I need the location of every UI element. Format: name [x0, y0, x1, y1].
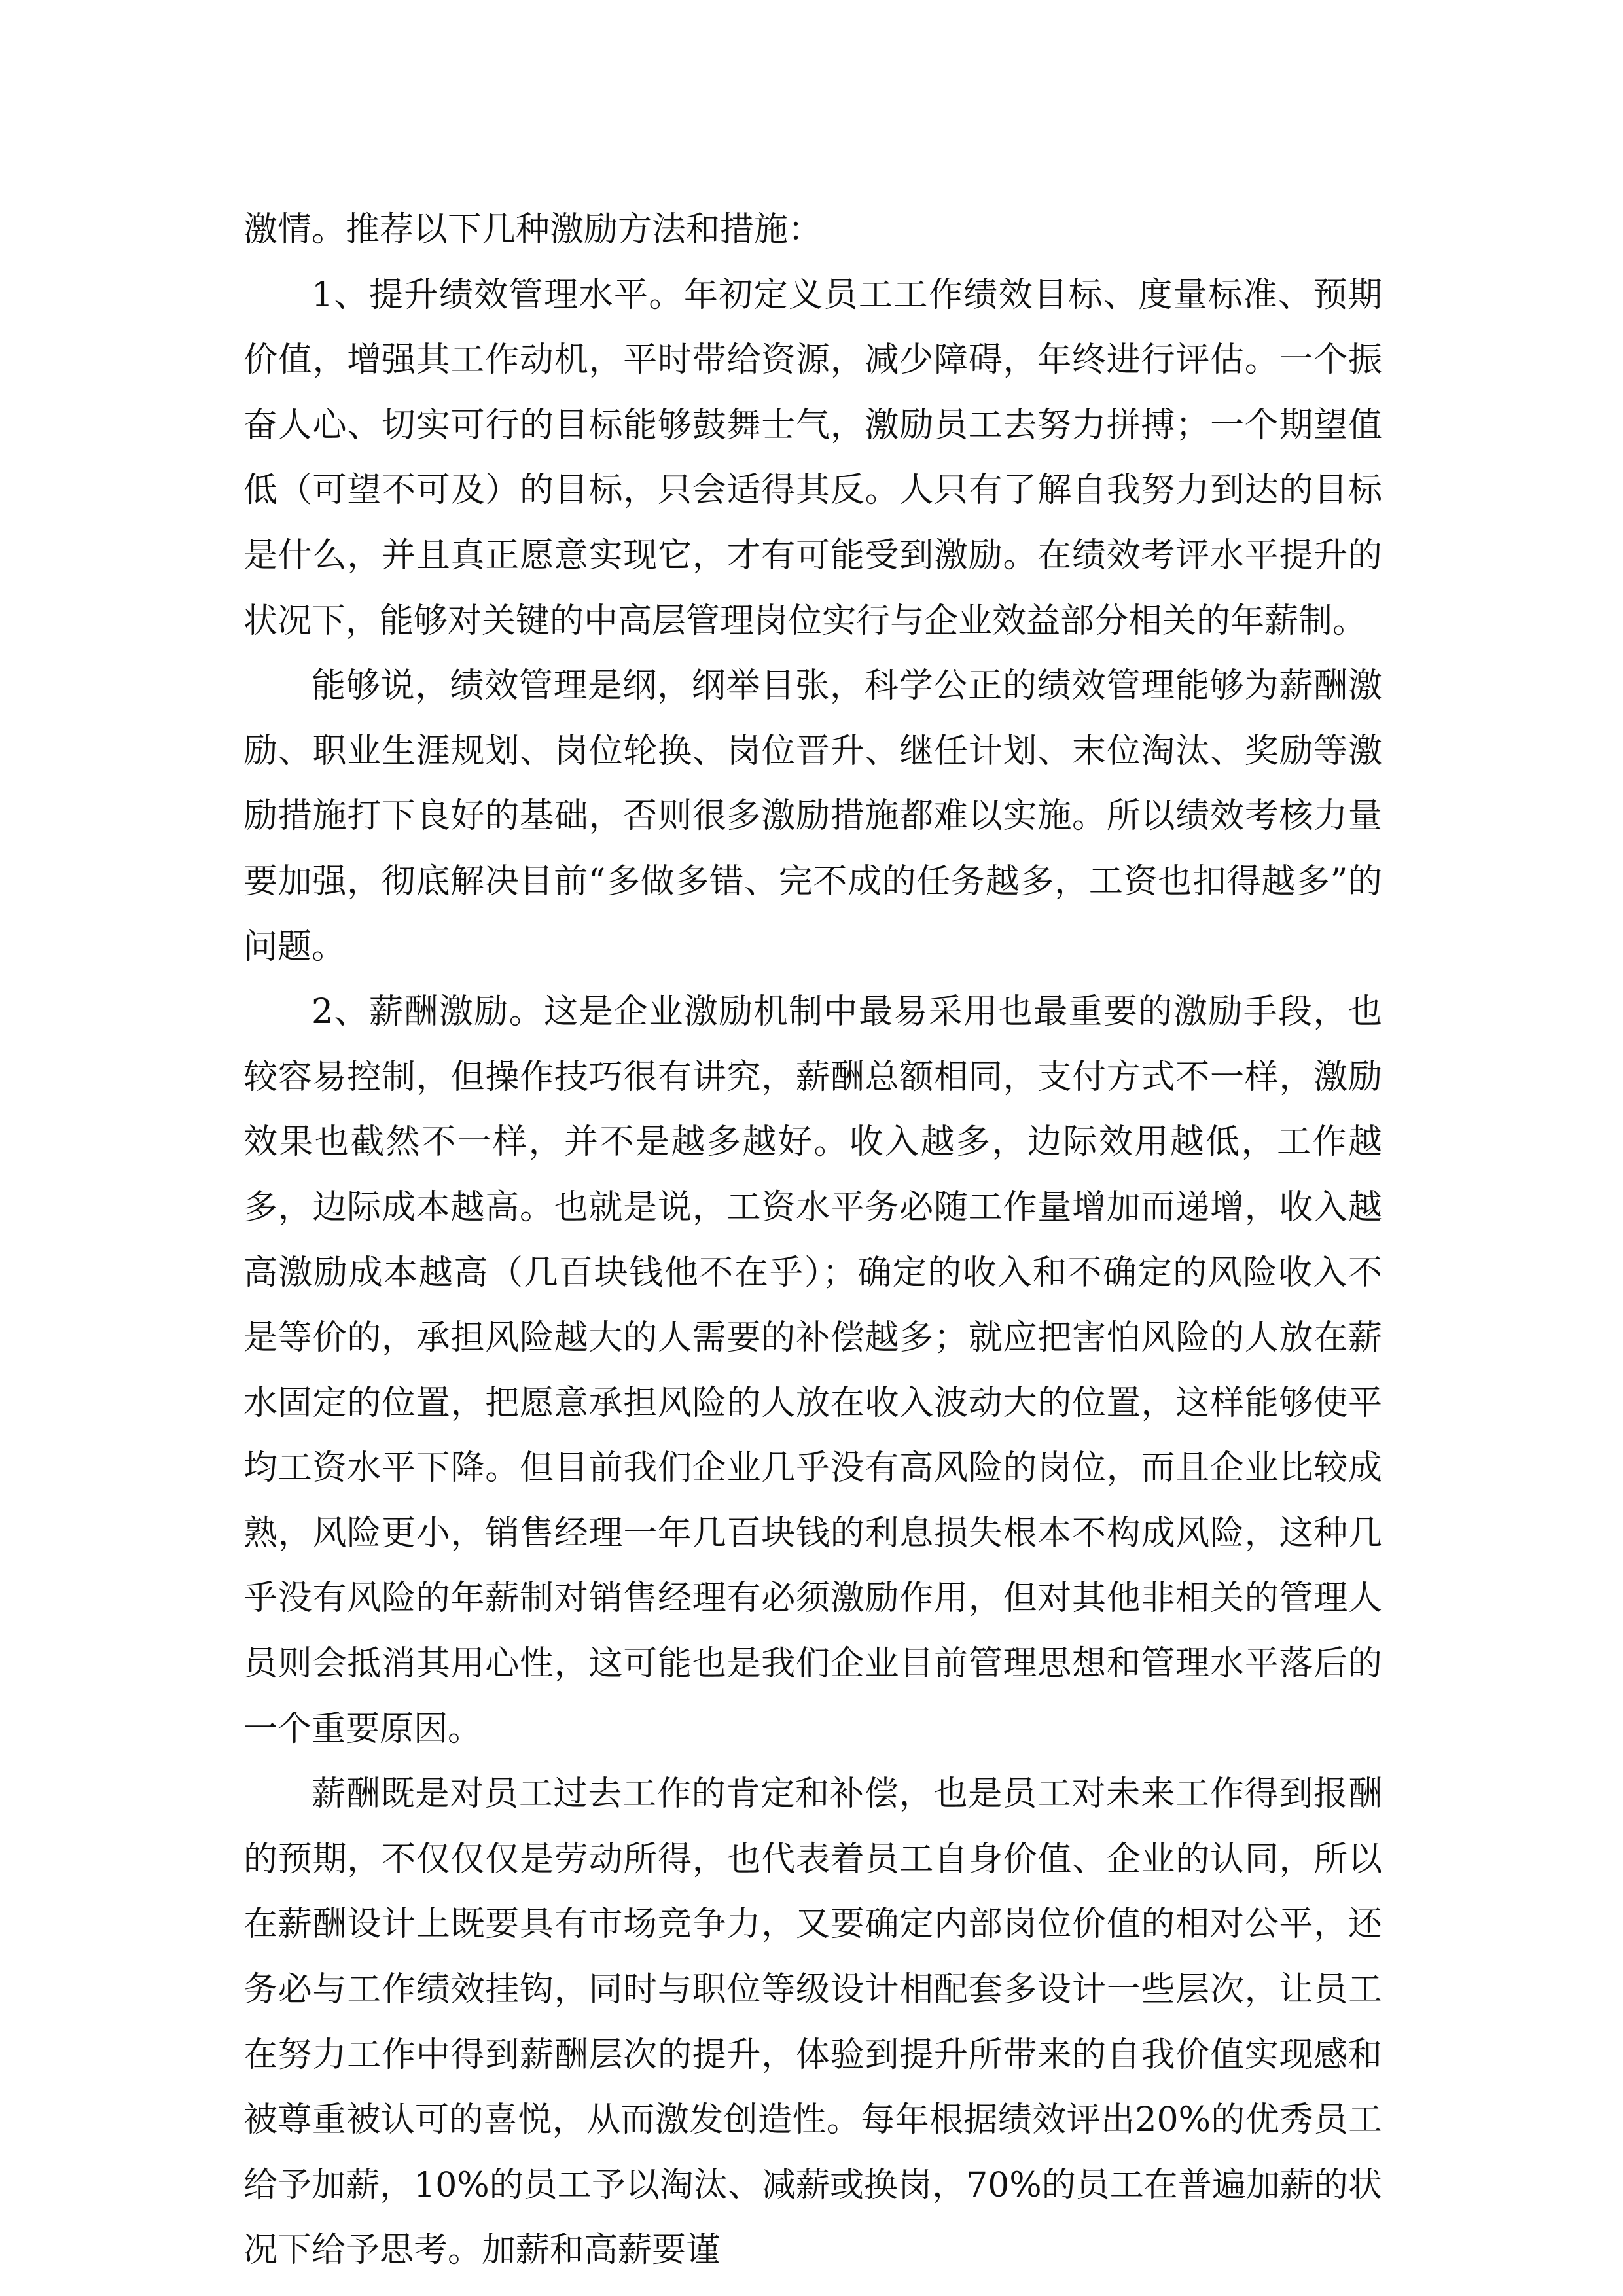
paragraph-performance-management: 1、提升绩效管理水平。年初定义员工工作绩效目标、度量标准、预期价值，增强其工作动机，平时带给资源，减少障碍，年终进行评估。一个振奋人心、切实可行的目标能够鼓舞士气，激励员工去努力拼搏；一个期望值低（可望不可及）的目标，只会适得其反。人只有了解自我努力到达的目标是什么，并且真正愿意实现它，才有可能受到激励。在绩效考评水平提升的状况下，能够对关键的中高层管理岗位实行与企业效益部分相关的年薪制。	[243, 275, 1382, 641]
paragraph-salary-incentive: 2、薪酬激励。这是企业激励机制中最易采用也最重要的激励手段，也较容易控制，但操作技巧很有讲究，薪酬总额相同，支付方式不一样，激励效果也截然不一样，并不是越多越好。收入越多，边际效用越低，工作越多，边际成本越高。也就是说，工资水平务必随工作量增加而递增，收入越高激励成本越高（几百块钱他不在乎）；确定的收入和不确定的风险收入不是等价的，承担风险越大的人需要的补偿越多；就应把害怕风险的人放在薪水固定的位置，把愿意承担风险的人放在收入波动大的位置，这样能够使平均工资水平下降。但目前我们企业几乎没有高风险的岗位，而且企业比较成熟，风险更小，销售经理一年几百块钱的利息损失根本不构成风险，这种几乎没有风险的年薪制对销售经理有必须激励作用，但对其他非相关的管理人员则会抵消其用心性，这可能也是我们企业目前管理思想和管理水平落后的一个重要原因。	[243, 992, 1382, 1749]
paragraph-intro: 激情。推荐以下几种激励方法和措施：	[243, 210, 823, 249]
paragraph-performance-foundation: 能够说，绩效管理是纲，纲举目张，科学公正的绩效管理能够为薪酬激励、职业生涯规划、岗位轮换、岗位晋升、继任计划、末位淘汰、奖励等激励措施打下良好的基础，否则很多激励措施都难以实施。所以绩效考核力量要加强，彻底解决目前“多做多错、完不成的任务越多，工资也扣得越多”的问题。	[243, 666, 1382, 967]
document-body	[243, 198, 1382, 2284]
paragraph-salary-design: 薪酬既是对员工过去工作的肯定和补偿，也是员工对未来工作得到报酬的预期，不仅仅仅是劳动所得，也代表着员工自身价值、企业的认同，所以在薪酬设计上既要具有市场竞争力，又要确定内部岗位价值的相对公平，还务必与工作绩效挂钩，同时与职位等级设计相配套多设计一些层次，让员工在努力工作中得到薪酬层次的提升，体验到提升所带来的自我价值实现感和被尊重被认可的喜悦，从而激发创造性。每年根据绩效评出20%的优秀员工给予加薪，10%的员工予以淘汰、减薪或换岗，70%的员工在普遍加薪的状况下给予思考。加薪和高薪要谨	[243, 1774, 1382, 2270]
